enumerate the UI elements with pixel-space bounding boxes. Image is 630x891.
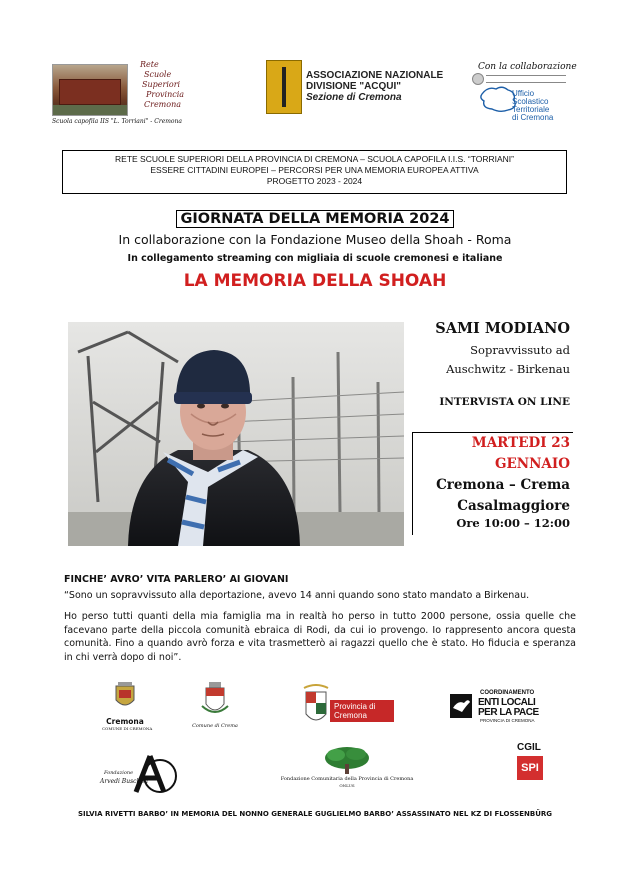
project-line: ESSERE CITTADINI EUROPEI – PERCORSI PER UNA MEMORIA EUROPEA ATTIVA [150, 165, 479, 175]
streaming-line: In collegamento streaming con migliaia di scuole cremonesi e italiane [127, 253, 503, 264]
fondazione-comunitaria-logo [272, 746, 422, 790]
anpi-line: Sezione di Cremona [306, 92, 402, 103]
fondazione-name: Fondazione Comunitaria della Provincia di Cremona [280, 776, 414, 782]
fondazione-arvedi-logo [100, 752, 184, 796]
ust-label [512, 90, 553, 122]
anpi-line: ASSOCIAZIONE NAZIONALE [306, 70, 444, 81]
event-month: GENNAIO [494, 456, 570, 472]
fondazione-sub: ONLUS [339, 783, 355, 788]
sword-icon [282, 67, 286, 107]
event-hours: Ore 10:00 – 12:00 [456, 516, 570, 530]
rete-word: Scuole [144, 70, 172, 79]
project-line: PROGETTO 2023 - 2024 [266, 176, 363, 186]
rete-word: Cremona [144, 100, 182, 109]
event-day: MARTEDI 23 [471, 435, 570, 451]
crema-name: Comune di Crema [192, 723, 238, 729]
cgil-spi-logo [515, 742, 553, 784]
ust-line: Scolastico [512, 97, 549, 106]
event-title-row [0, 210, 630, 228]
rete-logo-words [140, 60, 184, 110]
cremona-name: Cremona [106, 717, 144, 726]
enti-line1: ENTI LOCALI [478, 697, 536, 708]
collaboration-label: Con la collaborazione [478, 62, 577, 72]
train-car-photo [52, 64, 128, 116]
speaker-photo [68, 322, 404, 546]
spi-label: SPI [517, 756, 543, 780]
anpi-acqui-logo [266, 60, 456, 116]
enti-locali-pace-logo [450, 690, 570, 724]
quote-paragraph-2: Ho perso tutti quanti della mia famiglia ma in realtà ho perso in tutto 2000 persone, ossia quelle che facevano parte della piccola comunità ebraica di Rodi, da cui io provengo. Io rappresento ancora questa comunità. Fino a quando avrò forza e vita trasmetterò ai ragazzi quello che è stato. Ho fiducia e speranza in chi verrà dopo di noi”. [64, 611, 576, 663]
cremona-sub: COMUNE DI CREMONA [102, 726, 153, 731]
project-header-box [62, 150, 567, 194]
format-label: INTERVISTA ON LINE [439, 396, 570, 408]
comune-crema-logo [190, 682, 240, 730]
ust-cremona-logo [472, 60, 582, 122]
enti-top: COORDINAMENTO [480, 690, 535, 696]
cgil-label: CGIL [517, 742, 541, 753]
rete-logo-caption: Scuola capofila IIS "L. Torriani" - Cremona [52, 118, 182, 125]
anpi-logo-text [306, 70, 443, 103]
event-cities-line2: Casalmaggiore [457, 498, 570, 514]
quote-paragraph-1: “Sono un sopravvissuto alla deportazione, avevo 14 anni quando sono stato mandato a Birkenau. [64, 590, 530, 601]
tree-icon [322, 746, 372, 774]
enti-sub: PROVINCIA DI CREMONA [480, 718, 535, 723]
rete-scuole-logo [52, 60, 184, 128]
train-car-shape [59, 79, 121, 105]
ground-shape [53, 105, 127, 115]
speaker-role-line1: Sopravvissuto ad [470, 343, 570, 357]
provincia-cremona-logo [302, 684, 396, 730]
ministry-small-text-lines [486, 75, 566, 83]
ust-line: Territoriale [512, 105, 550, 114]
project-line: RETE SCUOLE SUPERIORI DELLA PROVINCIA DI CREMONA – SCUOLA CAPOFILA I.I.S. “TORRIANI” [115, 154, 514, 164]
quote-title: FINCHE’ AVRO’ VITA PARLERO’ AI GIOVANI [64, 574, 289, 585]
arvedi-line2: Arvedi Buschini [100, 778, 149, 785]
provincia-name: Provincia di Cremona [334, 702, 376, 720]
ust-line: di Cremona [512, 113, 554, 122]
collaboration-line: In collaborazione con la Fondazione Museo della Shoah - Roma [118, 232, 512, 247]
headline: LA MEMORIA DELLA SHOAH [183, 271, 447, 291]
speaker-role-line2: Auschwitz - Birkenau [446, 362, 570, 376]
shield-icon [266, 60, 302, 114]
arvedi-mark-icon [130, 752, 184, 796]
dove-icon [450, 694, 472, 718]
anpi-line: DIVISIONE "ACQUI" [306, 81, 402, 92]
comune-cremona-logo [102, 682, 153, 731]
speaker-photo-illustration [68, 322, 404, 546]
enti-line2: PER LA PACE [478, 707, 539, 718]
arvedi-line1: Fondazione [104, 770, 134, 776]
rete-word: Rete [140, 60, 159, 69]
cremona-crest-icon [102, 682, 148, 712]
rete-word: Provincia [146, 90, 185, 99]
rete-word: Superiori [142, 80, 181, 89]
ust-line: Ufficio [512, 89, 535, 98]
event-cities-line1: Cremona – Crema [436, 477, 570, 493]
crema-crest-icon [190, 682, 240, 718]
event-title: GIORNATA DELLA MEMORIA 2024 [176, 210, 453, 228]
footer-dedication: SILVIA RIVETTI BARBO’ IN MEMORIA DEL NONNO GENERALE GUGLIELMO BARBO’ ASSASSINATO NEL KZ DI FLOSSENBÜRG [77, 810, 553, 818]
speaker-name: SAMI MODIANO [435, 320, 570, 337]
